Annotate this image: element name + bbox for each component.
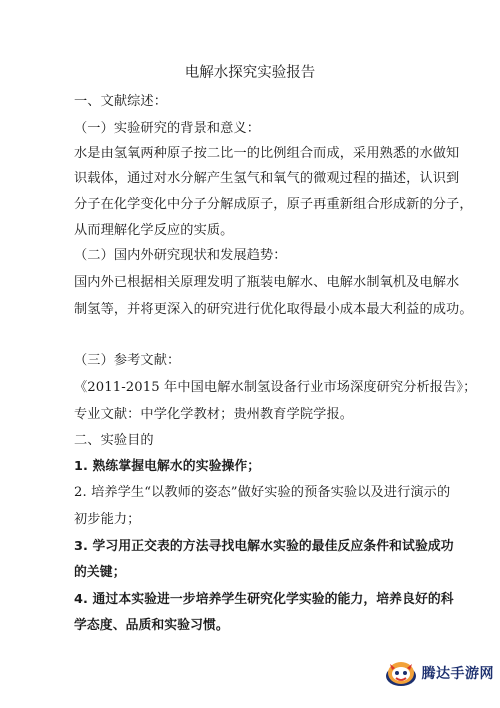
- paragraph-line: 国内外已根据相关原理发明了瓶装电解水、电解水制氧机及电解水: [74, 275, 460, 290]
- paragraph-line: 制氢等，并将更深入的研究进行优化取得最小成本最大利益的成功。: [74, 302, 473, 317]
- reference-line: 《2011-2015 年中国电解水制氢设备行业市场深度研究分析报告》；: [74, 380, 477, 395]
- paragraph-line: 分子在化学变化中分子分解成原子，原子再重新组合形成新的分子，: [74, 197, 473, 212]
- section-experiment-purpose: 二、实验目的: [74, 433, 154, 448]
- document-title: 电解水探究实验报告: [184, 65, 316, 81]
- subsection-research-status: （二）国内外研究现状和发展趋势：: [74, 248, 287, 263]
- reference-line: 专业文献：中学化学教材；贵州教育学院学报。: [74, 407, 354, 422]
- game-logo-icon: [384, 656, 418, 690]
- paragraph-line: 从而理解化学反应的实质。: [74, 223, 234, 238]
- section-literature-review: 一、文献综述：: [74, 94, 168, 109]
- purpose-item-3: 3. 学习用正交表的方法寻找电解水实验的最佳反应条件和试验成功: [74, 539, 454, 554]
- purpose-item-1: 1. 熟练掌握电解水的实验操作；: [74, 459, 261, 474]
- purpose-item-4: 4. 通过本实验进一步培养学生研究化学实验的能力，培养良好的科: [74, 592, 454, 607]
- paragraph-line: 水是由氢氧两种原子按二比一的比例组合而成，采用熟悉的水做知: [74, 146, 460, 161]
- purpose-item-2: 2. 培养学生“以教师的姿态”做好实验的预备实验以及进行演示的: [74, 485, 451, 500]
- subsection-background: （一）实验研究的背景和意义：: [74, 121, 261, 136]
- subsection-references: （三）参考文献：: [74, 353, 181, 368]
- purpose-item-4-cont: 学态度、品质和实验习惯。: [74, 618, 229, 633]
- watermark-text: 腾达手游网: [421, 666, 494, 682]
- purpose-item-3-cont: 的关键；: [74, 565, 126, 580]
- watermark: [384, 656, 495, 690]
- paragraph-line: 识载体，通过对水分解产生氢气和氧气的微观过程的描述，认识到: [74, 171, 460, 186]
- purpose-item-2-cont: 初步能力；: [74, 512, 141, 527]
